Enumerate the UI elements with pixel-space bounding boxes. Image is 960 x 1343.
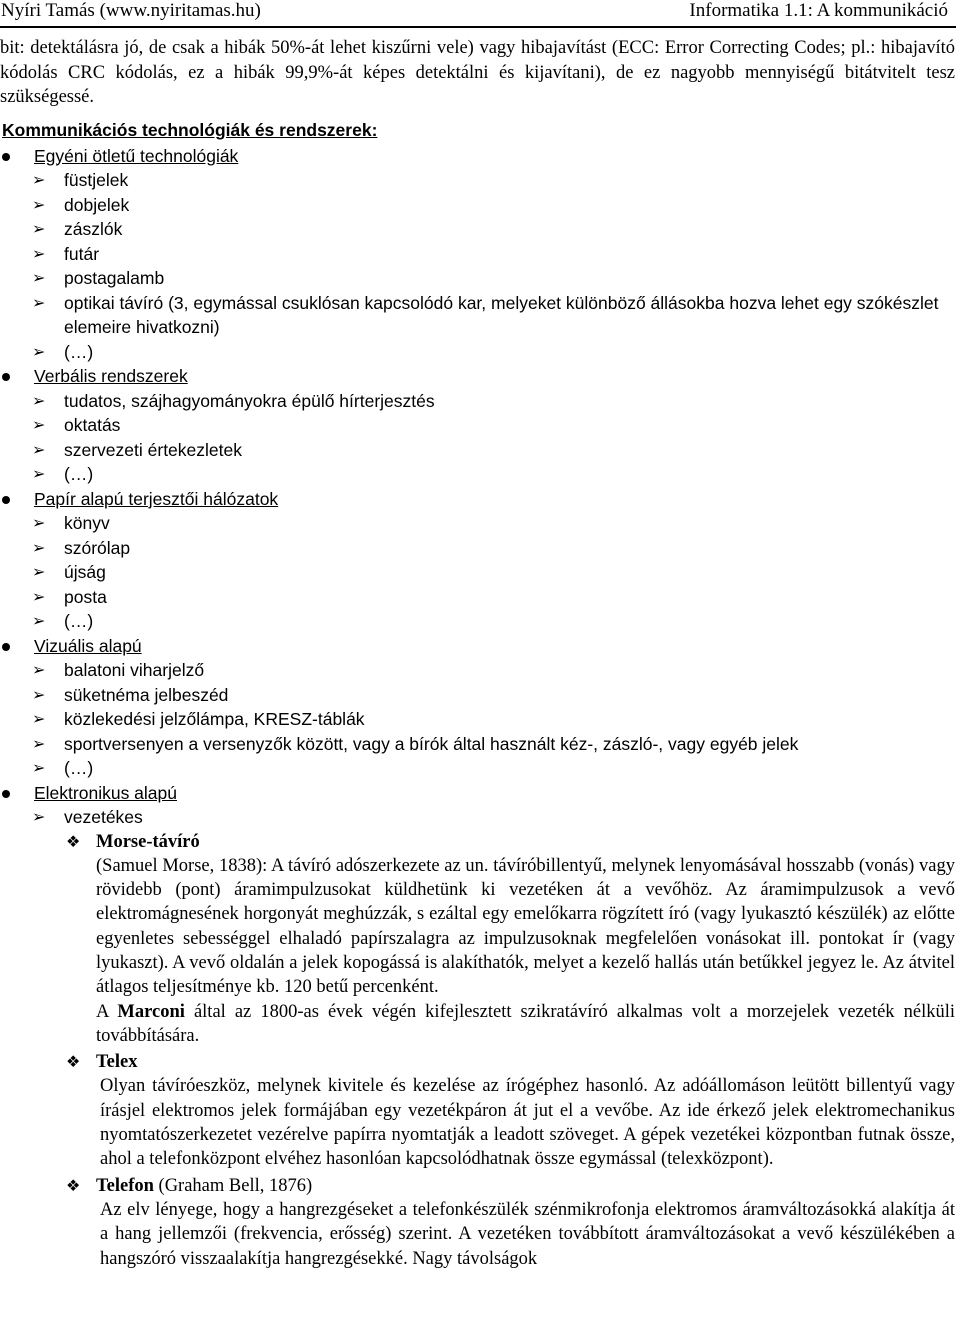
group-item bbox=[0, 364, 955, 487]
arrow-bullet-icon: ➢ bbox=[32, 219, 46, 238]
list-item bbox=[32, 462, 955, 487]
group-item bbox=[0, 487, 955, 634]
list-item bbox=[32, 732, 955, 757]
list-item bbox=[32, 560, 955, 585]
header-author: Nyíri Tamás (www.nyiritamas.hu) bbox=[1, 0, 261, 21]
item-text: oktatás bbox=[64, 415, 121, 435]
item-text: dobjelek bbox=[64, 194, 130, 215]
list-item bbox=[32, 413, 955, 438]
group-label: Vizuális alapú bbox=[34, 635, 142, 656]
electronic-list bbox=[0, 781, 955, 830]
list-item bbox=[32, 658, 955, 683]
group-item bbox=[0, 144, 955, 365]
list-item bbox=[32, 438, 955, 463]
telefon-title-suffix: (Graham Bell, 1876) bbox=[153, 1175, 313, 1196]
electronic-details bbox=[0, 830, 955, 1271]
arrow-bullet-icon: ➢ bbox=[32, 586, 46, 606]
group-label: Papír alapú terjesztői hálózatok bbox=[34, 488, 279, 509]
arrow-bullet-icon: ➢ bbox=[32, 611, 46, 630]
item-text: sportversenyen a versenyzők között, vagy a bírók által használt kéz-, zászló-, vagy egyéb jelek bbox=[64, 733, 799, 754]
item-text: postagalamb bbox=[64, 268, 165, 288]
list-item bbox=[32, 217, 955, 242]
arrow-bullet-icon: ➢ bbox=[32, 390, 46, 410]
group-label: Verbális rendszerek bbox=[34, 366, 188, 386]
group-electronic bbox=[0, 781, 955, 830]
list-item bbox=[32, 585, 955, 610]
arrow-bullet-icon: ➢ bbox=[32, 194, 46, 214]
arrow-bullet-icon: ➢ bbox=[32, 684, 46, 704]
marconi-pre: A bbox=[96, 1001, 118, 1022]
item-text: könyv bbox=[64, 513, 110, 533]
bullet-icon bbox=[2, 496, 10, 504]
diamond-bullet-icon: ❖ bbox=[66, 831, 81, 851]
marconi-name: Marconi bbox=[117, 1001, 185, 1022]
header-subject: Informatika 1.1: A kommunikáció bbox=[689, 0, 948, 21]
arrow-bullet-icon: ➢ bbox=[32, 537, 46, 557]
group-item bbox=[0, 634, 955, 781]
item-text: (…) bbox=[64, 611, 94, 631]
item-text: közlekedési jelzőlámpa, KRESZ-táblák bbox=[64, 709, 365, 729]
arrow-bullet-icon: ➢ bbox=[32, 341, 46, 361]
telefon-title: Telefon bbox=[96, 1175, 154, 1196]
marconi-paragraph bbox=[96, 1000, 955, 1049]
arrow-bullet-icon: ➢ bbox=[32, 268, 46, 287]
arrow-bullet-icon: ➢ bbox=[32, 660, 46, 679]
technology-list bbox=[0, 144, 955, 781]
group-label: Egyéni ötletű technológiák bbox=[34, 145, 239, 166]
marconi-post: által az 1800-as évek végén kifejlesztett szikratávíró alkalmas volt a morzejelek vezeték nélküli továbbítására. bbox=[96, 1001, 955, 1046]
intro-paragraph: bit: detektálásra jó, de csak a hibák 50%-át lehet kiszűrni vele) vagy hibajavítást (ECC: Error Correcting Codes; pl.: hibajavító kódolás CRC kódolás, ez a hibák 99,9%-át képes detektálni és kijavítani), de ez nagyobb mennyiségű bitátvitelt tesz szükségessé. bbox=[0, 38, 955, 107]
telefon-paragraph: Az elv lényege, hogy a hangrezgéseket a telefonkészülék szénmikrofonja elektromos áramváltozásokká alakítja át a hang jellemzői (frekvencia, erősség) szerint. A vezetéken továbbított áramváltozásokat a vevő készülékében a hangszóró visszaalakítja hangrezgésekké. Nagy távolságok bbox=[100, 1199, 955, 1269]
item-text: (…) bbox=[64, 758, 94, 778]
list-item bbox=[32, 609, 955, 634]
morse-title: Morse-távíró bbox=[96, 831, 200, 852]
arrow-bullet-icon: ➢ bbox=[32, 439, 46, 459]
item-text: szórólap bbox=[64, 537, 131, 558]
arrow-bullet-icon: ➢ bbox=[32, 243, 46, 263]
list-item bbox=[32, 805, 955, 830]
bullet-icon bbox=[2, 790, 10, 798]
item-text: újság bbox=[64, 562, 106, 582]
telex-entry bbox=[64, 1050, 955, 1171]
arrow-bullet-icon: ➢ bbox=[32, 758, 46, 777]
arrow-bullet-icon: ➢ bbox=[32, 513, 46, 532]
arrow-bullet-icon: ➢ bbox=[32, 709, 46, 728]
arrow-bullet-icon: ➢ bbox=[32, 733, 46, 753]
arrow-bullet-icon: ➢ bbox=[32, 562, 46, 581]
item-text: vezetékes bbox=[64, 807, 143, 827]
list-item bbox=[32, 756, 955, 781]
item-text: optikai távíró (3, egymással csuklósan kapcsolódó kar, melyeket különböző állásokba hozva lehet egy szókészlet elemeire hivatkozni) bbox=[64, 292, 939, 337]
telex-title: Telex bbox=[96, 1052, 138, 1073]
page-header bbox=[0, 0, 956, 28]
diamond-bullet-icon: ❖ bbox=[66, 1052, 81, 1072]
bullet-icon bbox=[2, 153, 10, 161]
morse-entry bbox=[64, 830, 955, 1049]
document-body bbox=[0, 36, 955, 1271]
telex-paragraph: Olyan távíróeszköz, melynek kivitele és kezelése az írógéphez hasonló. Az adóállomáson leütött billentyű vagy írásjel elektromos jelek formájában egy vezetékpáron át jut el a vevőbe. Az ide érkező jelek elektromechanikus nyomtatószerkezetet vezérelve papírra nyomtatják a leadott szöveget. A gépek vezetékei központban futnak össze, ahol a telefonközpont elvéhez hasonlóan kapcsolódhatnak össze egymással (telexközpont). bbox=[100, 1076, 955, 1170]
list-item bbox=[32, 536, 955, 561]
list-item bbox=[32, 193, 955, 218]
item-text: füstjelek bbox=[64, 170, 129, 190]
arrow-bullet-icon: ➢ bbox=[32, 170, 46, 189]
arrow-bullet-icon: ➢ bbox=[32, 464, 46, 483]
list-item bbox=[32, 291, 955, 340]
list-item bbox=[32, 707, 955, 732]
arrow-bullet-icon: ➢ bbox=[32, 807, 46, 826]
list-item bbox=[32, 266, 955, 291]
list-item bbox=[32, 168, 955, 193]
item-text: futár bbox=[64, 243, 100, 264]
item-text: süketnéma jelbeszéd bbox=[64, 684, 229, 705]
item-text: (…) bbox=[64, 464, 94, 484]
bullet-icon bbox=[2, 373, 10, 381]
list-item bbox=[32, 683, 955, 708]
bullet-icon bbox=[2, 643, 10, 651]
telefon-entry bbox=[64, 1174, 955, 1271]
list-item bbox=[32, 242, 955, 267]
item-text: szervezeti értekezletek bbox=[64, 439, 242, 460]
list-item bbox=[32, 340, 955, 365]
arrow-bullet-icon: ➢ bbox=[32, 292, 46, 312]
diamond-bullet-icon: ❖ bbox=[66, 1175, 81, 1195]
arrow-bullet-icon: ➢ bbox=[32, 415, 46, 434]
item-text: balatoni viharjelző bbox=[64, 660, 205, 680]
list-item bbox=[32, 389, 955, 414]
section-title: Kommunikációs technológiák és rendszerek: bbox=[2, 119, 378, 140]
item-text: posta bbox=[64, 586, 107, 607]
item-text: tudatos, szájhagyományokra épülő hírterjesztés bbox=[64, 390, 435, 411]
item-text: (…) bbox=[64, 341, 94, 362]
item-text: zászlók bbox=[64, 219, 123, 239]
list-item bbox=[32, 511, 955, 536]
group-label: Elektronikus alapú bbox=[34, 782, 177, 803]
morse-paragraph: (Samuel Morse, 1838): A távíró adószerkezete az un. távíróbillentyű, melynek lenyomásával hosszabb (vonás) vagy rövidebb (pont) áramimpulzusokat küldhetünk ki vezetéken át a vevőhöz. Az áramimpulzusok a vevő elektromágnesének horgonyát meghúzzák, s ezáltal egy emelőkarra rögzített író (vagy lyukasztó készülék) az előtte egyenletes sebességgel elhaladó papírszalagra az impulzusoknak megfelelően vonásokat ill. pontokat ír (vagy lyukaszt). A vevő oldalán a jelek kopogássá is alakíthatók, melyet a kezelő hallás után betűkkel jegyez le. Az átvitel átlagos teljesítménye kb. 120 betű percenként. bbox=[96, 855, 955, 998]
